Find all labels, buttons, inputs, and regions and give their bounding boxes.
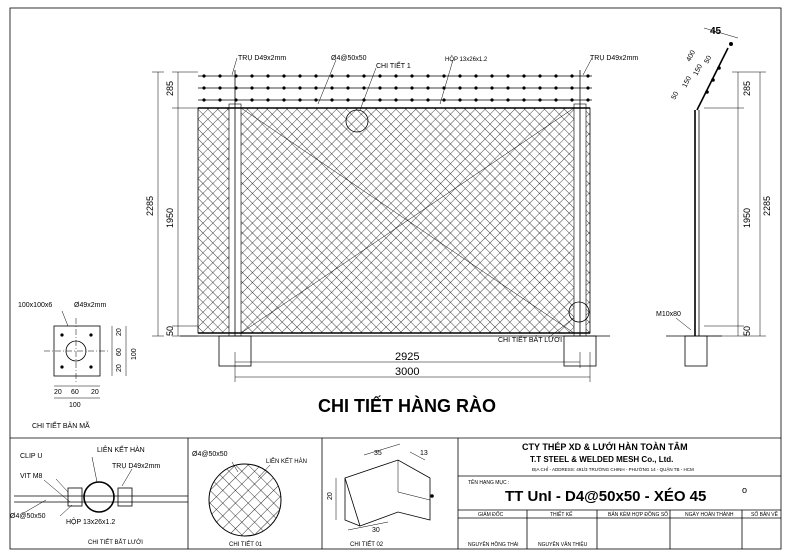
plate-dim-20a: 20 bbox=[116, 328, 123, 336]
dim-top: 285 bbox=[165, 80, 175, 96]
barb bbox=[346, 86, 349, 89]
dim-150b: 150 bbox=[692, 63, 705, 77]
barb bbox=[570, 74, 573, 77]
barb bbox=[506, 86, 509, 89]
barb bbox=[410, 86, 413, 89]
plate-label: 100x100x6 bbox=[18, 302, 53, 309]
barb bbox=[346, 74, 349, 77]
barb bbox=[362, 74, 365, 77]
post-top-left-label: TRỤ D49x2mm bbox=[238, 55, 287, 62]
barb bbox=[586, 86, 589, 89]
barb bbox=[538, 74, 541, 77]
barb bbox=[250, 74, 253, 77]
barb bbox=[202, 86, 205, 89]
barb bbox=[234, 86, 237, 89]
barb bbox=[474, 86, 477, 89]
detail01-drawing bbox=[209, 462, 281, 536]
barb bbox=[442, 74, 445, 77]
bolt-label: M10x80 bbox=[656, 311, 681, 318]
side-footing bbox=[685, 336, 707, 366]
barb bbox=[554, 86, 557, 89]
barb bbox=[202, 74, 205, 77]
side-view bbox=[666, 28, 766, 366]
base-plate-drawing bbox=[44, 311, 126, 398]
barb bbox=[426, 74, 429, 77]
barb bbox=[378, 86, 381, 89]
company-address: ĐỊA CHỈ - ADDRESS: 491/3 TRƯỜNG CHINH - PHƯỜNG 14 - QUẬN TB - HCM bbox=[532, 467, 694, 472]
company-en: T.T STEEL & WELDED MESH Co., Ltd. bbox=[530, 455, 674, 464]
barb bbox=[314, 98, 317, 101]
weld-link-label: LIÊN KẾT HÀN bbox=[97, 447, 145, 454]
dims-left bbox=[152, 72, 198, 336]
barb bbox=[314, 86, 317, 89]
barb bbox=[250, 86, 253, 89]
barb bbox=[522, 98, 525, 101]
dim-span: 2925 bbox=[395, 351, 420, 363]
barb bbox=[458, 98, 461, 101]
barb bbox=[218, 98, 221, 101]
barb bbox=[394, 74, 397, 77]
post-top-right-label: TRỤ D49x2mm bbox=[590, 55, 639, 62]
dim-50a: 50 bbox=[670, 90, 681, 101]
barb bbox=[394, 86, 397, 89]
barb bbox=[202, 98, 205, 101]
director-name: NGUYỄN HỒNG THÁI bbox=[468, 542, 519, 548]
d02-dim-13: 13 bbox=[420, 450, 428, 457]
plate-dim-20d: 20 bbox=[91, 389, 99, 396]
barb bbox=[554, 74, 557, 77]
drawing-title: CHI TIẾT HÀNG RÀO bbox=[318, 396, 496, 416]
barb bbox=[266, 74, 269, 77]
col-contract: BẢN KÈM HỢP ĐỒNG SỐ bbox=[608, 512, 669, 518]
barb bbox=[538, 86, 541, 89]
barb bbox=[490, 98, 493, 101]
barb bbox=[250, 98, 253, 101]
barb bbox=[314, 74, 317, 77]
barb bbox=[458, 86, 461, 89]
d02-caption: CHI TIẾT 02 bbox=[350, 542, 384, 548]
barb bbox=[490, 74, 493, 77]
barb bbox=[218, 86, 221, 89]
mesh-label: Ø4@50x50 bbox=[331, 55, 367, 62]
barb bbox=[410, 74, 413, 77]
clip-box-label: HỘP 13x26x1.2 bbox=[66, 519, 116, 526]
barb bbox=[570, 98, 573, 101]
plate-dim-100h: 100 bbox=[69, 402, 81, 409]
d01-caption: CHI TIẾT 01 bbox=[229, 542, 263, 548]
rail-label: HỘP 13x26x1.2 bbox=[445, 57, 488, 63]
barb bbox=[586, 98, 589, 101]
barb bbox=[298, 74, 301, 77]
d02-dim-20: 20 bbox=[327, 492, 334, 500]
barb bbox=[282, 86, 285, 89]
barb bbox=[234, 98, 237, 101]
barb bbox=[426, 98, 429, 101]
designer-name: NGUYỄN VĂN THIỆU bbox=[538, 542, 588, 548]
plate-post-label: Ø49x2mm bbox=[74, 302, 107, 309]
plate-dim-20c: 20 bbox=[54, 389, 62, 396]
plate-caption: CHI TIẾT BẢN MÃ bbox=[32, 423, 90, 430]
barb bbox=[506, 98, 509, 101]
clip-post-label: TRỤ D49x2mm bbox=[112, 463, 161, 470]
barb bbox=[298, 98, 301, 101]
d02-dim-30: 30 bbox=[372, 527, 380, 534]
col-director: GIÁM ĐỐC bbox=[478, 512, 504, 518]
dim-150a: 150 bbox=[681, 75, 694, 89]
side-dim-50: 50 bbox=[742, 325, 752, 336]
barb bbox=[490, 86, 493, 89]
barb bbox=[586, 74, 589, 77]
detail1-label: CHI TIẾT 1 bbox=[376, 63, 411, 70]
d01-weld-label: LIÊN KẾT HÀN bbox=[266, 459, 307, 465]
barb bbox=[298, 86, 301, 89]
barb bbox=[474, 74, 477, 77]
dim-total-width: 3000 bbox=[395, 366, 420, 378]
dim-400: 400 bbox=[685, 49, 698, 63]
dim-50b: 50 bbox=[703, 54, 714, 65]
col-sheet: SỐ BẢN VẼ bbox=[751, 512, 778, 518]
d01-mesh-label: Ø4@50x50 bbox=[192, 451, 228, 458]
col-date: NGÀY HOÀN THÀNH bbox=[685, 512, 734, 518]
barb bbox=[506, 74, 509, 77]
angle-label: 45 bbox=[710, 26, 722, 37]
barb bbox=[378, 98, 381, 101]
barb bbox=[218, 74, 221, 77]
barb bbox=[522, 74, 525, 77]
barb bbox=[458, 74, 461, 77]
item-name: TT UnI - D4@50x50 - XÉO 45 bbox=[505, 488, 707, 505]
barb bbox=[362, 86, 365, 89]
base-detail-label: CHI TIẾT BẮT LƯỚI bbox=[498, 337, 563, 344]
barb bbox=[474, 98, 477, 101]
dim-total: 2285 bbox=[145, 195, 155, 216]
company-vn: CTY THÉP XD & LƯỚI HÀN TOÀN TÂM bbox=[522, 442, 688, 452]
barb bbox=[442, 98, 445, 101]
barb bbox=[522, 86, 525, 89]
d02-dim-35: 35 bbox=[374, 450, 382, 457]
dim-bottom: 50 bbox=[165, 325, 175, 336]
clip-mesh-label: Ø4@50x50 bbox=[10, 513, 46, 520]
plate-dim-100v: 100 bbox=[131, 348, 138, 360]
barb bbox=[266, 86, 269, 89]
barb bbox=[554, 98, 557, 101]
barb bbox=[282, 98, 285, 101]
barb bbox=[410, 98, 413, 101]
item-degree: o bbox=[742, 485, 748, 495]
barb bbox=[426, 86, 429, 89]
vit-label: VIT M8 bbox=[20, 473, 43, 480]
barb bbox=[346, 98, 349, 101]
col-design: THIẾT KẾ bbox=[550, 512, 573, 518]
plate-dim-60b: 60 bbox=[71, 389, 79, 396]
barb bbox=[330, 98, 333, 101]
mesh-panel bbox=[198, 108, 590, 333]
barb bbox=[570, 86, 573, 89]
barb bbox=[330, 86, 333, 89]
clip-caption: CHI TIẾT BẮT LƯỚI bbox=[88, 540, 143, 546]
barb bbox=[330, 74, 333, 77]
plate-dim-20b: 20 bbox=[116, 364, 123, 372]
barb bbox=[394, 98, 397, 101]
side-dim-285: 285 bbox=[742, 80, 752, 96]
side-dim-1950: 1950 bbox=[742, 207, 752, 228]
plate-dim-60a: 60 bbox=[116, 348, 123, 356]
barb bbox=[234, 74, 237, 77]
side-dim-2285: 2285 bbox=[762, 195, 772, 216]
barb bbox=[282, 74, 285, 77]
item-label: TÊN HẠNG MỤC : bbox=[468, 480, 510, 486]
barb bbox=[266, 98, 269, 101]
dim-mid: 1950 bbox=[165, 207, 175, 228]
clip-u-label: CLIP U bbox=[20, 453, 43, 460]
barb bbox=[378, 74, 381, 77]
clip-detail-drawing bbox=[14, 457, 188, 516]
fence-elevation bbox=[180, 58, 610, 366]
barb bbox=[538, 98, 541, 101]
